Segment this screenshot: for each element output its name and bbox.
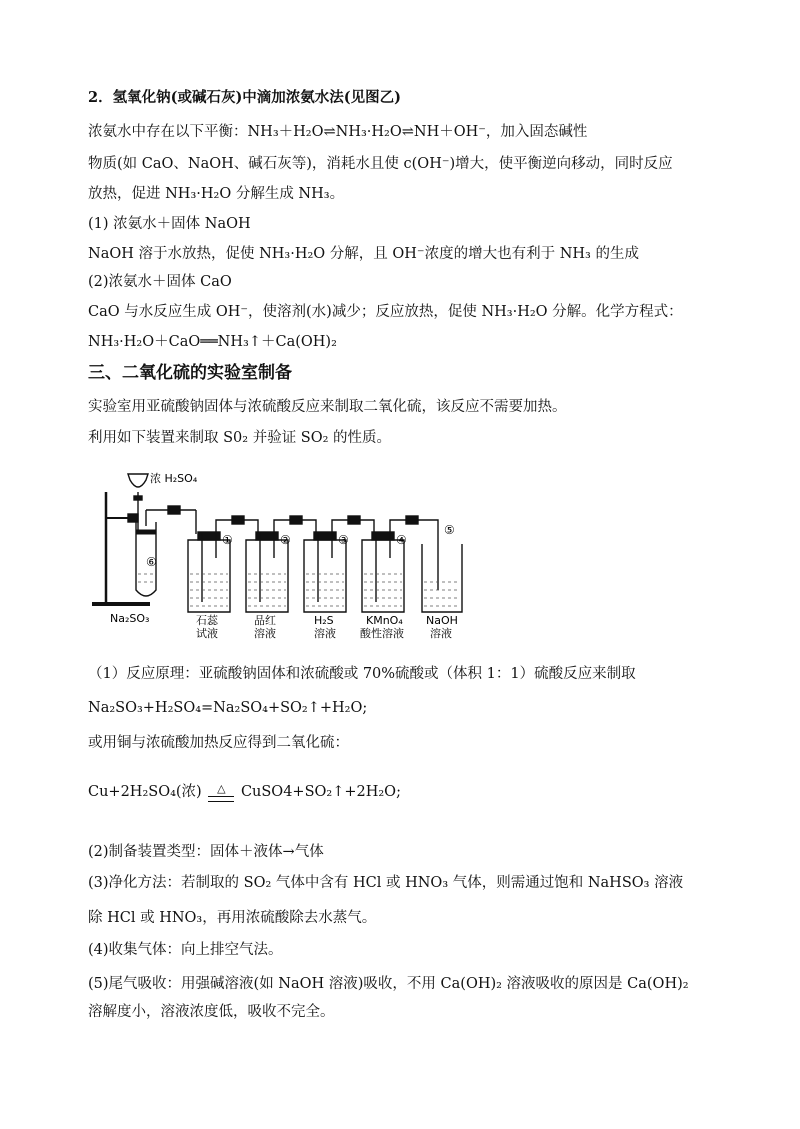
beaker-number: ⑤ [444, 523, 455, 537]
bottle-1-label: 石蕊 [196, 614, 218, 627]
beaker-label: NaOH [426, 614, 458, 627]
bottle-1-label: 试液 [196, 627, 218, 640]
paragraph-line: 或用铜与浓硫酸加热反应得到二氧化硫： [88, 735, 349, 751]
section-3-heading: 三、二氧化硫的实验室制备 [88, 363, 292, 383]
chemical-equation: Na₂SO₃+H₂SO₄=Na₂SO₄+SO₂↑+H₂O; [88, 700, 368, 716]
bottle-4-label: 酸性溶液 [360, 627, 404, 640]
bottle-3-label: 溶液 [314, 627, 336, 640]
heat-symbol: △ [217, 782, 226, 795]
bottle-3-label: H₂S [314, 614, 334, 627]
paragraph-line: (3)净化方法：若制取的 SO₂ 气体中含有 HCl 或 HNO₃ 气体，则需通过饱和 NaHSO₃ 溶液 [88, 875, 684, 891]
bottle-4-label: KMnO₄ [366, 614, 403, 627]
item-2-title: (2)浓氨水＋固体 CaO [88, 274, 232, 290]
funnel-label: 浓 H₂SO₄ [150, 472, 198, 485]
paragraph-line: （1）反应原理：亚硫酸钠固体和浓硫酸或 70%硫酸或（体积 1：1）硫酸反应来制取 [88, 666, 636, 682]
item-2-text: CaO 与水反应生成 OH⁻，使溶剂(水)减少；反应放热，促使 NH₃·H₂O 分解。化学方程式： [88, 304, 683, 320]
chemical-equation: NH₃·H₂O＋CaO══NH₃↑＋Ca(OH)₂ [88, 334, 337, 350]
section-2-heading: 2．氢氧化钠(或碱石灰)中滴加浓氨水法(见图乙) [88, 89, 402, 106]
paragraph-line: 物质(如 CaO、NaOH、碱石灰等)，消耗水且使 c(OH⁻)增大，使平衡逆向移动，同时反应 [88, 156, 673, 172]
paragraph-line: (2)制备装置类型：固体＋液体→气体 [88, 844, 324, 860]
paragraph-line: 实验室用亚硫酸钠固体与浓硫酸反应来制取二氧化硫，该反应不需要加热。 [88, 399, 567, 415]
bottle-4-number: ④ [396, 533, 407, 547]
heating-condition-arrow [206, 782, 236, 803]
bottle-1-number: ① [222, 533, 233, 547]
paragraph-line: 利用如下装置来制取 S0₂ 并验证 SO₂ 的性质。 [88, 430, 392, 446]
paragraph-line: (4)收集气体：向上排空气法。 [88, 942, 283, 958]
generator-number: ⑥ [146, 555, 157, 569]
bottle-2-label: 溶液 [254, 627, 276, 640]
bottle-2-label: 品红 [254, 614, 276, 627]
paragraph-line: 溶解度小，溶液浓度低，吸收不完全。 [88, 1004, 335, 1020]
so2-apparatus-diagram [88, 462, 478, 640]
paragraph-line: 浓氨水中存在以下平衡：NH₃＋H₂O⇌NH₃·H₂O⇌NH＋OH⁻，加入固态碱性 [88, 124, 588, 140]
chemical-equation [88, 782, 740, 803]
paragraph-line: (5)尾气吸收：用强碱溶液(如 NaOH 溶液)吸收，不用 Ca(OH)₂ 溶液吸收的原因是 Ca(OH)₂ [88, 976, 689, 992]
beaker-label: 溶液 [430, 627, 452, 640]
paragraph-line: 除 HCl 或 HNO₃，再用浓硫酸除去水蒸气。 [88, 910, 377, 926]
generator-label: Na₂SO₃ [110, 612, 150, 625]
equation-left: Cu+2H₂SO₄(浓) [88, 784, 202, 800]
item-1-text: NaOH 溶于水放热，促使 NH₃·H₂O 分解，且 OH⁻浓度的增大也有利于 NH₃ 的生成 [88, 246, 639, 262]
equation-right: CuSO4+SO₂↑+2H₂O; [240, 784, 401, 800]
bottle-2-number: ② [280, 533, 291, 547]
bottle-3-number: ③ [338, 533, 349, 547]
paragraph-line: 放热，促进 NH₃·H₂O 分解生成 NH₃。 [88, 186, 345, 202]
item-1-title: (1) 浓氨水＋固体 NaOH [88, 216, 251, 232]
